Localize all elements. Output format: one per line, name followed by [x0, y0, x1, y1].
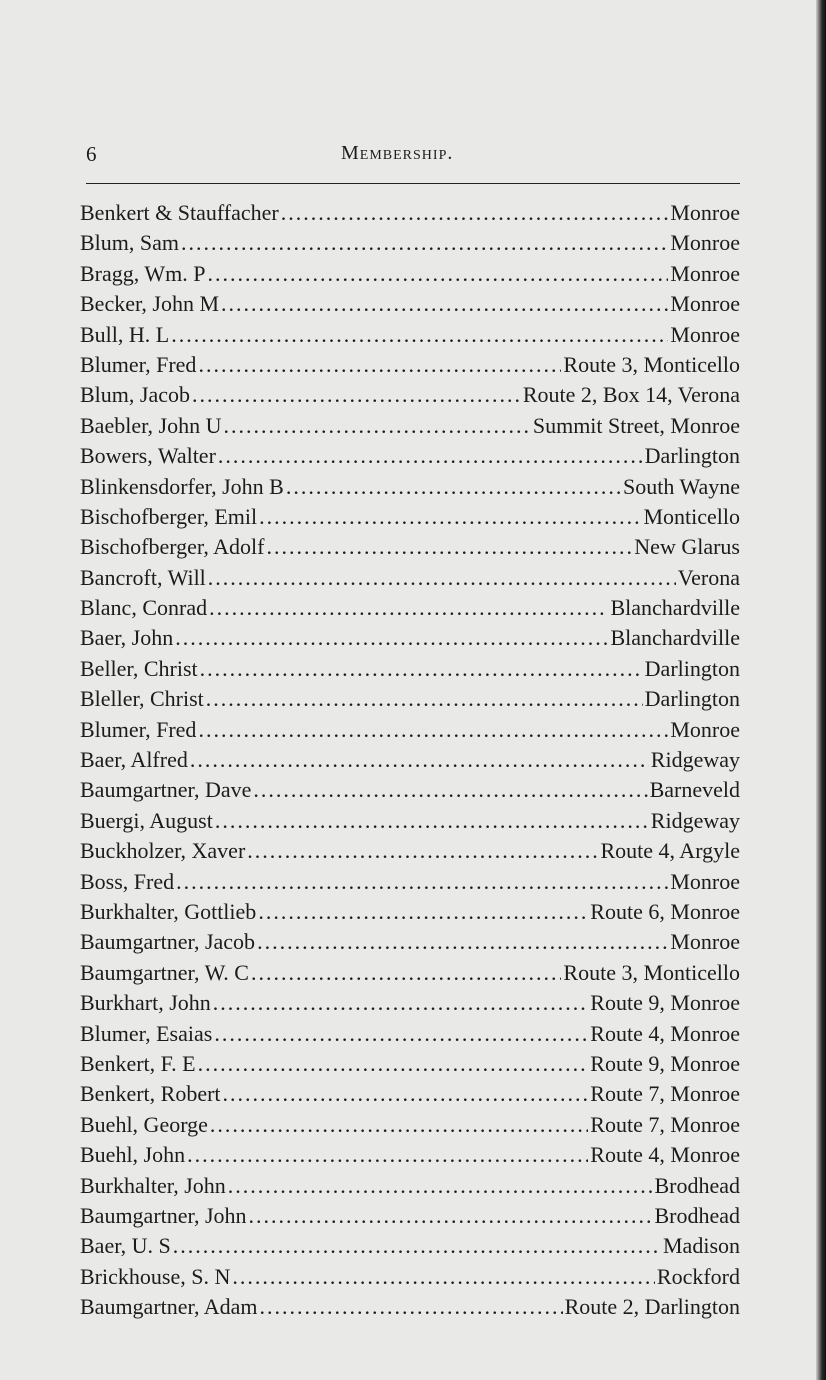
list-item — [80, 320, 740, 350]
list-item — [80, 1262, 740, 1292]
list-item — [80, 289, 740, 319]
list-item — [80, 806, 740, 836]
member-location: Blanchardville — [610, 625, 740, 651]
member-location: South Wayne — [623, 473, 740, 499]
member-name: Buehl, John — [80, 1142, 186, 1168]
member-name: Baer, Alfred — [80, 747, 188, 773]
member-location: Darlington — [644, 655, 740, 681]
member-location: Barneveld — [649, 777, 740, 803]
member-name: Baumgartner, Jacob — [80, 929, 256, 955]
member-name: Blumer, Esaias — [80, 1020, 213, 1046]
dot-leader — [286, 472, 621, 502]
list-item — [80, 1171, 740, 1201]
member-location: Monroe — [670, 260, 740, 286]
dot-leader — [192, 380, 521, 410]
member-location: Monroe — [670, 321, 740, 347]
dot-leader — [187, 1140, 588, 1170]
member-name: Bowers, Walter — [80, 443, 216, 469]
dot-leader — [214, 1019, 588, 1049]
member-name: Blumer, Fred — [80, 716, 197, 742]
dot-leader — [223, 411, 530, 441]
member-location: Route 4, Monroe — [590, 1142, 740, 1168]
dot-leader — [210, 1110, 588, 1140]
member-location: New Glarus — [634, 534, 740, 560]
header-rule — [86, 183, 740, 184]
dot-leader — [228, 1171, 653, 1201]
list-item — [80, 228, 740, 258]
member-name: Brickhouse, S. N — [80, 1263, 231, 1289]
member-location: Route 3, Monticello — [563, 351, 740, 377]
dot-leader — [198, 715, 668, 745]
list-item — [80, 897, 740, 927]
member-name: Blum, Jacob — [80, 382, 190, 408]
dot-leader — [198, 350, 561, 380]
member-name: Bragg, Wm. P — [80, 260, 206, 286]
member-location: Ridgeway — [650, 747, 740, 773]
dot-leader — [221, 289, 668, 319]
page-number: 6 — [86, 142, 97, 166]
member-location: Blanchardville — [610, 595, 740, 621]
list-item — [80, 1201, 740, 1231]
dot-leader — [281, 198, 669, 228]
member-name: Beller, Christ — [80, 655, 198, 681]
list-item — [80, 350, 740, 380]
page-header — [86, 142, 740, 172]
member-name: Baebler, John U — [80, 412, 222, 438]
list-item — [80, 654, 740, 684]
dot-leader — [190, 745, 649, 775]
member-location: Route 4, Argyle — [600, 838, 740, 864]
member-location: Monticello — [643, 503, 740, 529]
member-name: Benkert & Stauffacher — [80, 200, 279, 225]
list-item — [80, 441, 740, 471]
member-name: Buckholzer, Xaver — [80, 838, 246, 864]
list-item — [80, 502, 740, 532]
list-item — [80, 1231, 740, 1261]
list-item — [80, 867, 740, 897]
member-location: Monroe — [670, 230, 740, 256]
dot-leader — [215, 806, 649, 836]
member-name: Baumgartner, John — [80, 1202, 247, 1228]
dot-leader — [259, 502, 641, 532]
list-item — [80, 1292, 740, 1322]
dot-leader — [200, 654, 643, 684]
member-name: Benkert, F. E — [80, 1050, 196, 1076]
dot-leader — [173, 1231, 661, 1261]
list-item — [80, 380, 740, 410]
dot-leader — [176, 867, 668, 897]
list-item — [80, 988, 740, 1018]
list-item — [80, 1019, 740, 1049]
list-item — [80, 958, 740, 988]
member-location: Monroe — [670, 291, 740, 317]
running-head: Membership. — [341, 142, 454, 164]
dot-leader — [266, 532, 632, 562]
member-name: Bull, H. L — [80, 321, 170, 347]
list-item — [80, 1049, 740, 1079]
member-location: Rockford — [656, 1263, 740, 1289]
dot-leader — [218, 441, 643, 471]
dot-leader — [258, 897, 588, 927]
dot-leader — [207, 259, 668, 289]
list-item — [80, 715, 740, 745]
member-location: Route 7, Monroe — [590, 1111, 740, 1137]
list-item — [80, 1110, 740, 1140]
member-name: Burkhalter, Gottlieb — [80, 898, 257, 924]
membership-list — [80, 198, 740, 1322]
member-name: Baumgartner, Dave — [80, 777, 252, 803]
member-location: Monroe — [670, 716, 740, 742]
list-item — [80, 411, 740, 441]
dot-leader — [232, 1262, 655, 1292]
member-location: Ridgeway — [650, 807, 740, 833]
list-item — [80, 593, 740, 623]
dot-leader — [260, 1292, 563, 1322]
list-item — [80, 198, 740, 228]
dot-leader — [209, 593, 608, 623]
member-name: Becker, John M — [80, 291, 220, 317]
member-location: Brodhead — [654, 1172, 740, 1198]
dot-leader — [208, 563, 676, 593]
member-location: Route 9, Monroe — [590, 990, 740, 1016]
list-item — [80, 563, 740, 593]
member-name: Bleller, Christ — [80, 686, 204, 712]
member-name: Bischofberger, Emil — [80, 503, 258, 529]
member-location: Route 7, Monroe — [590, 1081, 740, 1107]
member-name: Boss, Fred — [80, 868, 175, 894]
list-item — [80, 623, 740, 653]
dot-leader — [198, 1049, 589, 1079]
dot-leader — [206, 684, 643, 714]
member-location: Route 9, Monroe — [590, 1050, 740, 1076]
dot-leader — [251, 958, 561, 988]
dot-leader — [213, 988, 589, 1018]
member-name: Blinkensdorfer, John B — [80, 473, 284, 499]
list-item — [80, 836, 740, 866]
member-location: Monroe — [670, 929, 740, 955]
list-item — [80, 1140, 740, 1170]
member-location: Route 2, Darlington — [564, 1294, 740, 1320]
list-item — [80, 1079, 740, 1109]
member-name: Bancroft, Will — [80, 564, 206, 590]
member-location: Monroe — [670, 868, 740, 894]
dot-leader — [253, 775, 647, 805]
member-location: Monroe — [670, 200, 740, 225]
dot-leader — [175, 623, 608, 653]
page-edge-shadow — [816, 0, 826, 1380]
member-location: Route 4, Monroe — [590, 1020, 740, 1046]
list-item — [80, 775, 740, 805]
member-location: Madison — [663, 1233, 740, 1259]
dot-leader — [257, 927, 668, 957]
member-name: Baumgartner, W. C — [80, 959, 249, 985]
member-name: Baer, U. S — [80, 1233, 171, 1259]
dot-leader — [181, 228, 668, 258]
dot-leader — [249, 1201, 653, 1231]
list-item — [80, 745, 740, 775]
member-name: Burkhart, John — [80, 990, 211, 1016]
member-name: Burkhalter, John — [80, 1172, 226, 1198]
dot-leader — [223, 1079, 589, 1109]
member-location: Route 2, Box 14, Verona — [522, 382, 740, 408]
member-name: Blumer, Fred — [80, 351, 197, 377]
dot-leader — [171, 320, 668, 350]
member-name: Baumgartner, Adam — [80, 1294, 258, 1320]
member-name: Blum, Sam — [80, 230, 180, 256]
member-location: Brodhead — [654, 1202, 740, 1228]
member-location: Summit Street, Monroe — [532, 412, 740, 438]
member-name: Benkert, Robert — [80, 1081, 221, 1107]
member-name: Blanc, Conrad — [80, 595, 208, 621]
member-location: Verona — [677, 564, 740, 590]
list-item — [80, 684, 740, 714]
member-name: Buehl, George — [80, 1111, 208, 1137]
list-item — [80, 259, 740, 289]
member-location: Darlington — [644, 443, 740, 469]
member-location: Route 3, Monticello — [563, 959, 740, 985]
list-item — [80, 472, 740, 502]
member-name: Baer, John — [80, 625, 174, 651]
dot-leader — [247, 836, 598, 866]
member-location: Darlington — [644, 686, 740, 712]
list-item — [80, 927, 740, 957]
member-name: Bischofberger, Adolf — [80, 534, 265, 560]
member-location: Route 6, Monroe — [590, 898, 740, 924]
list-item — [80, 532, 740, 562]
member-name: Buergi, August — [80, 807, 213, 833]
